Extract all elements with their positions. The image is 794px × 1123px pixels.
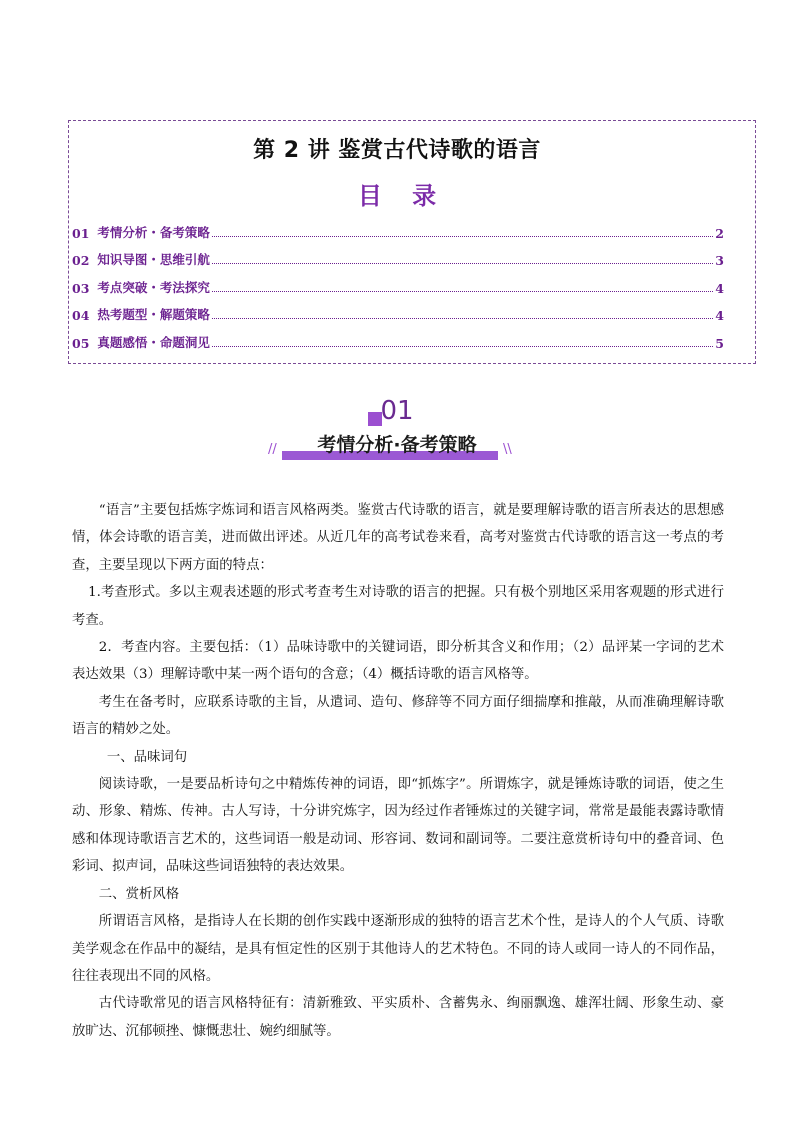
toc-leader-dots: [212, 318, 713, 319]
paragraph: 古代诗歌常见的语言风格特征有：清新雅致、平实质朴、含蓄隽永、绚丽飘逸、雄浑壮阔、形象生动、豪放旷达、沉郁顿挫、慷慨悲壮、婉约细腻等。: [72, 996, 724, 1039]
toc-item[interactable]: [72, 268, 724, 296]
toc-item-number: 01: [72, 225, 90, 241]
toc-item-page: 4: [715, 280, 724, 296]
toc-item-number: 02: [72, 253, 90, 268]
left-slash-decoration: //: [268, 442, 277, 457]
toc-leader-dots: [212, 346, 713, 347]
toc-item[interactable]: [72, 241, 724, 269]
section-number: 01: [380, 396, 414, 426]
toc-item-label: 考点突破・考法探究: [97, 279, 210, 295]
toc-item-number: 03: [72, 280, 90, 296]
toc-list: [72, 213, 724, 351]
subheading: 二、赏析风格: [98, 886, 180, 902]
toc-item[interactable]: [72, 296, 724, 324]
toc-item-label: 考情分析・备考策略: [97, 224, 210, 240]
toc-item-number: 05: [72, 335, 90, 351]
paragraph: “语言”主要包括炼字炼词和语言风格两类。鉴赏古代诗歌的语言，就是要理解诗歌的语言所表达的思想感情，体会诗歌的语言美，进而做出评述。从近几年的高考试卷来看，高考对鉴赏古代诗歌的语言这一考点的考查，主要呈现以下两方面的特点：: [72, 503, 724, 573]
toc-item-page: 5: [715, 335, 724, 351]
paragraph: 考生在备考时，应联系诗歌的主旨，从遣词、造句、修辞等不同方面仔细揣摩和推敲，从而准确理解诗歌语言的精妙之处。: [72, 694, 724, 738]
toc-item-number: 04: [72, 308, 90, 323]
document-title: 第 2 讲 鉴赏古代诗歌的语言: [253, 138, 541, 163]
toc-item-label: 热考题型・解题策略: [97, 307, 210, 322]
toc-heading: 目 录: [357, 182, 437, 210]
paragraph: 2．考查内容。主要包括：（1）品味诗歌中的关键词语，即分析其含义和作用；（2）品评某一字词的艺术表达效果（3）理解诗歌中某一两个语句的含意；（4）概括诗歌的语言风格等。: [72, 640, 724, 683]
toc-item-page: 3: [715, 253, 724, 268]
toc-item-label: 真题感悟・命题洞见: [97, 334, 210, 350]
toc-item-page: 2: [715, 225, 724, 241]
toc-item-page: 4: [715, 308, 724, 323]
toc-item[interactable]: [72, 213, 724, 241]
paragraph: 所谓语言风格，是指诗人在长期的创作实践中逐渐形成的独特的语言艺术个性，是诗人的个人气质、诗歌美学观念在作品中的凝结，是具有恒定性的区别于其他诗人的艺术特色。不同的诗人或同一诗人的不同作品，往往表现出不同的风格。: [72, 914, 724, 984]
section-title: 考情分析·备考策略: [317, 434, 477, 456]
subheading: 一、品味词句: [106, 749, 188, 765]
paragraph: 1.考查形式。多以主观表述题的形式考查考生对诗歌的语言的把握。只有极个别地区采用客观题的形式进行考查。: [72, 585, 724, 628]
toc-leader-dots: [212, 236, 713, 237]
toc-item[interactable]: [72, 323, 724, 351]
right-slash-decoration: \\: [503, 442, 512, 457]
toc-leader-dots: [212, 291, 713, 292]
toc-item-label: 知识导图・思维引航: [97, 252, 210, 267]
toc-leader-dots: [212, 263, 713, 264]
paragraph: 阅读诗歌，一是要品析诗句之中精炼传神的词语，即“抓炼字”。所谓炼字，就是锤炼诗歌的词语，使之生动、形象、精炼、传神。古人写诗，十分讲究炼字，因为经过作者锤炼过的关键字词，常常是最能表露诗歌情感和体现诗歌语言艺术的，这些词语一般是动词、形容词、数词和副词等。二要注意赏析诗句中的叠音词、色彩词、拟声词，品味这些词语独特的表达效果。: [72, 777, 724, 875]
body-text: [72, 497, 724, 1045]
